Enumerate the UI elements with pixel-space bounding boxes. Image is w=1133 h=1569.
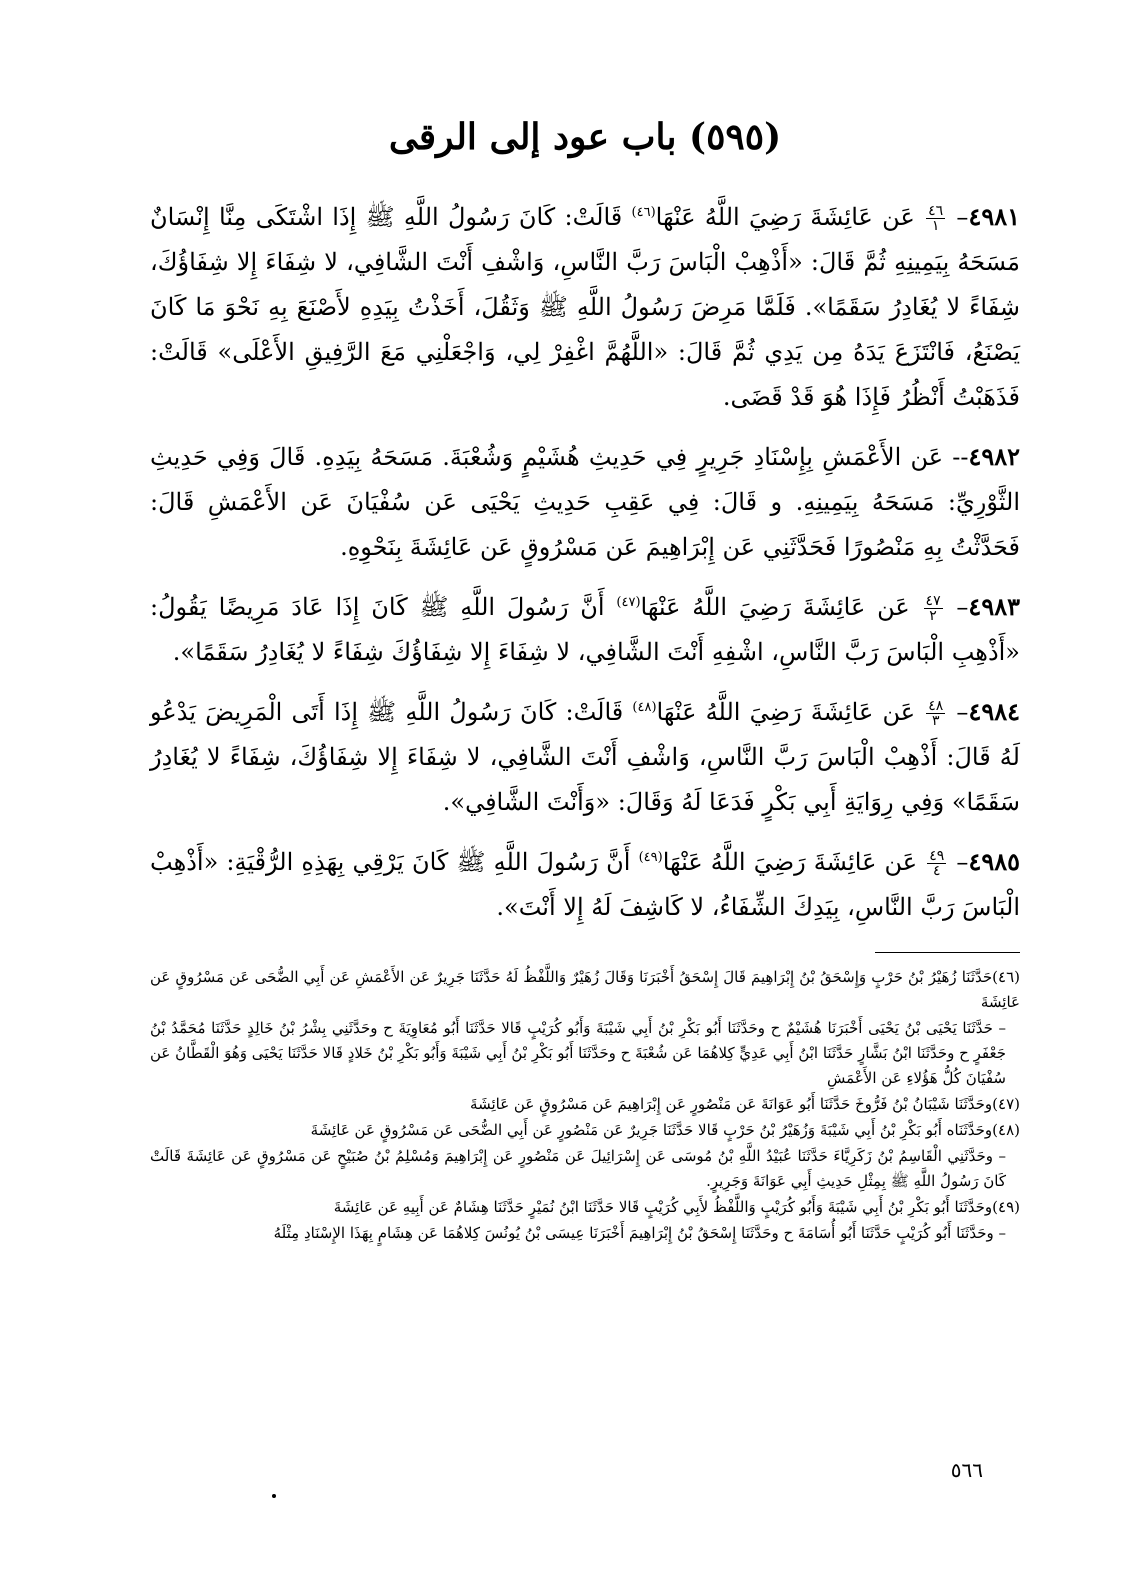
- hadith-dash: --: [952, 443, 969, 471]
- hadith-number: ٤٩٨٤: [968, 697, 1020, 726]
- hadith-4982: [150, 434, 1020, 570]
- footnote-48-continuation: – وحَدَّثَنِي الْقَاسِمُ بْنُ زَكَرِيَّاءَ حَدَّثَنَا عُبَيْدُ اللَّهِ بْنُ مُوسَى عَن إِسْرَائِيلَ عَن مَنْصُورٍ عَن إِبْرَاهِيمَ وَمُسْلِمُ بْنُ صُبَيْحٍ عَن مَسْرُوقٍ عَن عَائِشَةَ قَالَتْ كَانَ رَسُولُ اللَّهِ ﷺ بِمِثْلِ حَدِيثِ أَبِي عَوَانَةَ وَجَرِيرٍ.: [150, 1147, 1006, 1190]
- footnotes: [150, 965, 1020, 1246]
- hadith-number: ٤٩٨١: [968, 202, 1020, 231]
- footnote-ref[interactable]: (٤٦): [631, 205, 656, 220]
- page-number: ٥٦٦: [950, 1458, 983, 1482]
- hadith-text: أَنَّ رَسُولَ اللَّهِ ﷺ كَانَ إِذَا عَادَ مَرِيضًا يَقُولُ: «أَذْهِبِ الْبَاسَ رَبَّ النَّاسِ، اشْفِهِ أَنْتَ الشَّافِي، لا شِفَاءَ إِلا شِفَاؤُكَ شِفَاءً لا يُغَادِرُ سَقَمًا».: [150, 593, 1020, 666]
- hadith-sub-number: $\frac{٤٩}{٤}$: [929, 848, 945, 879]
- footnote-divider: [875, 952, 1020, 953]
- footnote-ref[interactable]: (٤٨): [632, 700, 657, 715]
- hadith-text: قَالَتْ: كَانَ رَسُولُ اللَّهِ ﷺ إِذَا اشْتَكَى مِنَّا إِنْسَانٌ مَسَحَهُ بِيَمِينِهِ ثُمَّ قَالَ: «أَذْهِبْ الْبَاسَ رَبَّ النَّاسِ، وَاشْفِ أَنْتَ الشَّافِي، لا شِفَاءَ إِلا شِفَاؤُكَ، شِفَاءً لا يُغَادِرُ سَقَمًا». فَلَمَّا مَرِضَ رَسُولُ اللَّهِ ﷺ وَثَقُلَ، أَخَذْتُ بِيَدِهِ لأَصْنَعَ بِهِ نَحْوَ مَا كَانَ يَصْنَعُ، فَانْتَزَعَ يَدَهُ مِن يَدِي ثُمَّ قَالَ: «اللَّهُمَّ اغْفِرْ لِي، وَاجْعَلْنِي مَعَ الرَّفِيقِ الأَعْلَى» قَالَتْ: فَذَهَبْتُ أَنْظُرُ فَإِذَا هُوَ قَدْ قَضَى.: [150, 203, 1021, 411]
- page-body: [150, 110, 1020, 1247]
- hadith-sub-number: $\frac{٤٧}{٢}$: [925, 593, 941, 624]
- hadith-text-before: عَن عَائِشَةَ رَضِيَ اللَّهُ عَنْهَا: [640, 593, 910, 621]
- hadith-4985: ٤٩٨٥– $\frac{٤٩}{٤}$ عَن عَائِشَةَ رَضِيَ اللَّهُ عَنْهَا$^{(٤٩)}$ أَنَّ رَسُولَ اللَّهِ ﷺ كَانَ يَرْقِي بِهَذِهِ الرُّقْيَةِ: «أَذْهِبْ الْبَاسَ رَبَّ النَّاسِ، بِيَدِكَ الشِّفَاءُ، لا كَاشِفَ لَهُ إِلا أَنْتَ».: [150, 847, 1020, 921]
- hadith-text-before: عَن عَائِشَةَ رَضِيَ اللَّهُ عَنْهَا: [662, 848, 918, 876]
- chapter-title: (٥٩٥) باب عود إلى الرقى: [388, 116, 782, 158]
- footnote-ref[interactable]: (٤٩): [638, 850, 663, 865]
- hadith-4981: ٤٩٨١– $\frac{٤٦}{١}$ عَن عَائِشَةَ رَضِيَ اللَّهُ عَنْهَا$^{(٤٦)}$ قَالَتْ: كَانَ رَسُولُ اللَّهِ ﷺ إِذَا اشْتَكَى مِنَّا إِنْسَانٌ مَسَحَهُ بِيَمِينِهِ ثُمَّ قَالَ: «أَذْهِبْ الْبَاسَ رَبَّ النَّاسِ، وَاشْفِ أَنْتَ الشَّافِي، لا شِفَاءَ إِلا شِفَاؤُكَ، شِفَاءً لا يُغَادِرُ سَقَمًا». فَلَمَّا مَرِضَ رَسُولُ اللَّهِ ﷺ وَثَقُلَ، أَخَذْتُ بِيَدِهِ لأَصْنَعَ بِهِ نَحْوَ مَا كَانَ يَصْنَعُ، فَانْتَزَعَ يَدَهُ مِن يَدِي ثُمَّ قَالَ: «اللَّهُمَّ اغْفِرْ لِي، وَاجْعَلْنِي مَعَ الرَّفِيقِ الأَعْلَى» قَالَتْ: فَذَهَبْتُ أَنْظُرُ فَإِذَا هُوَ قَدْ قَضَى.: [150, 202, 1021, 411]
- footnote-47: (٤٧)وحَدَّثَنَا شَيْبَانُ بْنُ فَرُّوخَ حَدَّثَنَا أَبُو عَوَانَةَ عَن مَنْصُورٍ عَن إِبْرَاهِيمَ عَن مَسْرُوقٍ عَن عَائِشَةَ: [470, 1095, 1020, 1113]
- footnote-49-continuation: – وحَدَّثَنَا أَبُو كُرَيْبٍ حَدَّثَنَا أَبُو أُسَامَةَ ح وحَدَّثَنَا إِسْحَقُ بْنُ إِبْرَاهِيمَ أَخْبَرَنَا عِيسَى بْنُ يُونُسَ كِلاهُمَا عَن هِشَامٍ بِهَذَا الإِسْنَادِ مِثْلَهُ: [273, 1224, 1006, 1242]
- hadith-4983: ٤٩٨٣– $\frac{٤٧}{٢}$ عَن عَائِشَةَ رَضِيَ اللَّهُ عَنْهَا$^{(٤٧)}$ أَنَّ رَسُولَ اللَّهِ ﷺ كَانَ إِذَا عَادَ مَرِيضًا يَقُولُ: «أَذْهِبِ الْبَاسَ رَبَّ النَّاسِ، اشْفِهِ أَنْتَ الشَّافِي، لا شِفَاءَ إِلا شِفَاؤُكَ شِفَاءً لا يُغَادِرُ سَقَمًا».: [150, 592, 1020, 666]
- hadith-text-before: عَن عَائِشَةَ رَضِيَ اللَّهُ عَنْهَا: [656, 698, 916, 726]
- footnote-48: (٤٨)وحَدَّثَنَاه أَبُو بَكْرِ بْنُ أَبِي شَيْبَةَ وَزُهَيْرُ بْنُ حَرْبٍ قَالا حَدَّثَنَا جَرِيرٌ عَن مَنْصُورٍ عَن أَبِي الضُّحَى عَن مَسْرُوقٍ عَن عَائِشَةَ: [310, 1121, 1020, 1139]
- footnote-46-continuation: – حَدَّثَنَا يَحْيَى بْنُ يَحْيَى أَخْبَرَنَا هُشَيْمٌ ح وحَدَّثَنَا أَبُو بَكْرِ بْنُ أَبِي شَيْبَةَ وَأَبُو كُرَيْبٍ قَالا حَدَّثَنَا أَبُو مُعَاوِيَةَ ح وحَدَّثَنِي بِشْرُ بْنُ خَالِدٍ حَدَّثَنَا مُحَمَّدُ بْنُ جَعْفَرٍ ح وحَدَّثَنَا ابْنُ بَشَّارٍ حَدَّثَنَا ابْنُ أَبِي عَدِيٍّ كِلاهُمَا عَن شُعْبَةَ ح وحَدَّثَنَا أَبُو بَكْرِ بْنُ أَبِي شَيْبَةَ وَأَبُو بَكْرِ بْنُ خَلادٍ قَالا حَدَّثَنَا يَحْيَى وَهُوَ الْقَطَّانُ عَن سُفْيَانَ كُلُّ هَؤُلاءِ عَن الأَعْمَشِ: [150, 1019, 1006, 1087]
- hadith-sub-number: $\frac{٤٨}{٣}$: [928, 698, 944, 729]
- hadith-sub-number: $\frac{٤٦}{١}$: [928, 203, 944, 234]
- hadith-text-before: عَن عَائِشَةَ رَضِيَ اللَّهُ عَنْهَا: [655, 203, 915, 231]
- hadith-number: ٤٩٨٥: [968, 847, 1020, 876]
- hadith-number: ٤٩٨٢: [968, 442, 1020, 471]
- footnote-49: (٤٩)وحَدَّثَنَا أَبُو بَكْرِ بْنُ أَبِي شَيْبَةَ وَأَبُو كُرَيْبٍ وَاللَّفْظُ لأَبِي كُرَيْبٍ قَالا حَدَّثَنَا ابْنُ نُمَيْرٍ حَدَّثَنَا هِشَامٌ عَن أَبِيهِ عَن عَائِشَةَ: [333, 1198, 1020, 1216]
- footnote-ref[interactable]: (٤٧): [616, 595, 641, 610]
- ink-dot: [272, 1494, 276, 1498]
- footnote-46: (٤٦)حَدَّثَنَا زُهَيْرُ بْنُ حَرْبٍ وَإِسْحَقُ بْنُ إِبْرَاهِيمَ قَالَ إِسْحَقُ أَخْبَرَنَا وَقَالَ زُهَيْرٌ وَاللَّفْظُ لَهُ حَدَّثَنَا جَرِيرٌ عَن الأَعْمَشِ عَن أَبِي الضُّحَى عَن مَسْرُوقٍ عَن عَائِشَةَ: [150, 968, 1020, 1011]
- hadith-number: ٤٩٨٣: [968, 592, 1020, 621]
- hadith-text: أَنَّ رَسُولَ اللَّهِ ﷺ كَانَ يَرْقِي بِهَذِهِ الرُّقْيَةِ: «أَذْهِبْ الْبَاسَ رَبَّ النَّاسِ، بِيَدِكَ الشِّفَاءُ، لا كَاشِفَ لَهُ إِلا أَنْتَ».: [150, 848, 1020, 921]
- hadith-text: قَالَتْ: كَانَ رَسُولُ اللَّهِ ﷺ إِذَا أَتَى الْمَرِيضَ يَدْعُو لَهُ قَالَ: أَذْهِبْ الْبَاسَ رَبَّ النَّاسِ، وَاشْفِ أَنْتَ الشَّافِي، لا شِفَاءَ إِلا شِفَاؤُكَ، شِفَاءً لا يُغَادِرُ سَقَمًا» وَفِي رِوَايَةِ أَبِي بَكْرٍ فَدَعَا لَهُ وَقَالَ: «وَأَنْتَ الشَّافِي».: [150, 698, 1020, 816]
- hadith-4984: ٤٩٨٤– $\frac{٤٨}{٣}$ عَن عَائِشَةَ رَضِيَ اللَّهُ عَنْهَا$^{(٤٨)}$ قَالَتْ: كَانَ رَسُولُ اللَّهِ ﷺ إِذَا أَتَى الْمَرِيضَ يَدْعُو لَهُ قَالَ: أَذْهِبْ الْبَاسَ رَبَّ النَّاسِ، وَاشْفِ أَنْتَ الشَّافِي، لا شِفَاءَ إِلا شِفَاؤُكَ، شِفَاءً لا يُغَادِرُ سَقَمًا» وَفِي رِوَايَةِ أَبِي بَكْرٍ فَدَعَا لَهُ وَقَالَ: «وَأَنْتَ الشَّافِي».: [150, 697, 1020, 816]
- hadith-text: عَن الأَعْمَشِ بِإِسْنَادِ جَرِيرٍ فِي حَدِيثِ هُشَيْمٍ وَشُعْبَةَ. مَسَحَهُ بِيَدِهِ. قَالَ وَفِي حَدِيثِ الثَّوْرِيِّ: مَسَحَهُ بِيَمِينِهِ. و قَالَ: فِي عَقِبِ حَدِيثِ يَحْيَى عَن سُفْيَانَ عَن الأَعْمَشِ قَالَ: فَحَدَّثْتُ بِهِ مَنْصُورًا فَحَدَّثَنِي عَن إِبْرَاهِيمَ عَن مَسْرُوقٍ عَن عَائِشَةَ بِنَحْوِهِ.: [150, 443, 1020, 561]
